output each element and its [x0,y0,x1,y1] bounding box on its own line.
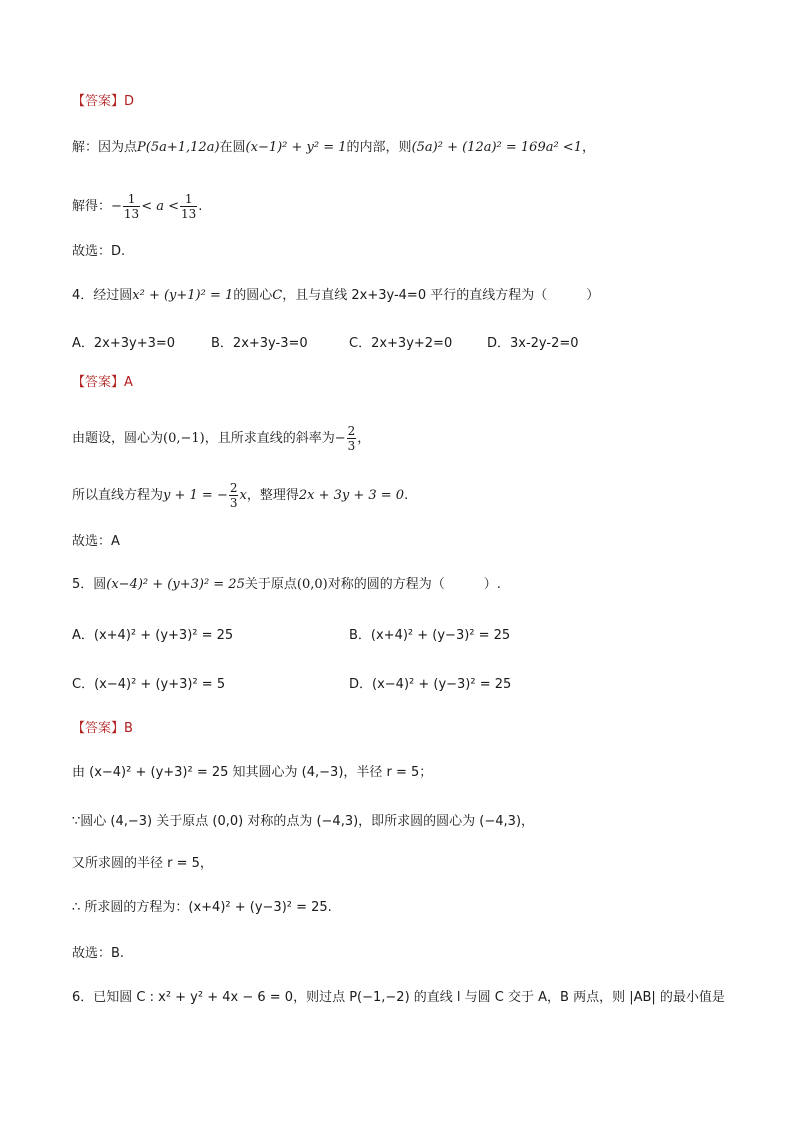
solution-text: 在圆 [219,140,246,155]
q3-answer-line [72,92,134,112]
answer-tag: 【答案】 [72,721,125,736]
q5-solution-1: 由 (x−4)² + (y+3)² = 25 知其圆心为 (4,−3)，半径 r = 5； [72,765,433,780]
stem-text: 关于原点 [244,577,297,592]
period: . [198,199,203,214]
fraction: $\frac{2}{3}$ [229,481,238,510]
math-var: C [272,288,283,303]
answer-tag: 【答案】 [72,94,125,109]
solution-text: 所以直线方程为 [72,488,164,503]
q5-solution-3: 又所求圆的半径 r = 5， [72,856,213,871]
choose-text: 故选：A [72,534,120,549]
fraction: $\frac{1}{13}$ [181,192,197,221]
solution-text: ，且所求直线的斜率为 [204,431,335,446]
answer-letter: D [124,94,135,109]
q5-answer-line [72,719,133,739]
math-circle: x² + (y+1)² = 1 [132,288,234,303]
math-point: P(5a+1,12a) [137,140,220,155]
option-a: A．2x+3y+3=0 [72,336,176,351]
question-number: 4．经过圆 [72,288,133,303]
q4-answer-line [72,373,133,393]
math-inequality: < a < [141,199,180,214]
choose-text: 故选：D. [72,244,126,259]
minus-sign: − [111,199,122,214]
option-b: B．2x+3y-3=0 [211,336,308,351]
option-d: D．3x-2y-2=0 [487,336,579,351]
math-equation: y + 1 = − [163,488,228,503]
solution-text: ， [581,140,595,155]
solution-text: 由题设，圆心为 [72,431,164,446]
answer-tag: 【答案】 [72,375,125,390]
math-circle: (x−1)² + y² = 1 [245,140,347,155]
q6-stem: 6．已知圆 C : x² + y² + 4x − 6 = 0，则过点 P(−1,−2) 的直线 l 与圆 C 交于 A，B 两点，则 |AB| 的最小值是 [72,990,725,1005]
stem-text: ，且与直线 2x+3y-4=0 平行的直线方程为（ ） [282,288,600,303]
option-c: C．(x−4)² + (y+3)² = 5 [72,677,226,692]
solution-text: ， [357,431,371,446]
minus-sign: − [334,431,346,446]
option-b: B．(x+4)² + (y−3)² = 25 [349,628,511,643]
answer-letter: A [124,375,133,390]
math-circle: (x−4)² + (y+3)² = 25 [106,577,245,592]
fraction: $\frac{1}{13}$ [123,192,140,221]
solve-label: 解得： [72,199,112,214]
q5-solution-2: ∵圆心 (4,−3) 关于原点 (0,0) 对称的点为 (−4,3)，即所求圆的圆心为 (−4,3)， [72,814,535,829]
math-equation: 2x + 3y + 3 = 0 [298,488,405,503]
solution-text: 解：因为点 [72,140,138,155]
math-var: x [239,488,247,503]
q4-stem [72,286,599,306]
solution-text: 的内部，则 [346,140,412,155]
q4-solution-2 [72,481,408,510]
period: . [404,488,409,503]
option-a: A．(x+4)² + (y+3)² = 25 [72,628,234,643]
q3-solve-line [72,192,202,221]
q5-choose: 故选：B. [72,946,125,961]
solution-text: ，整理得 [246,488,299,503]
stem-text: 对称的圆的方程为（ ）. [327,577,501,592]
math-inequality: (5a)² + (12a)² = 169a² <1 [411,140,582,155]
option-c: C．2x+3y+2=0 [349,336,453,351]
option-d: D．(x−4)² + (y−3)² = 25 [349,677,512,692]
q5-solution-4: ∴ 所求圆的方程为：(x+4)² + (y−3)² = 25. [72,900,332,915]
q3-solution-line [72,138,595,158]
question-number: 5．圆 [72,577,107,592]
math-point: (0,−1) [163,431,205,446]
q5-stem [72,575,501,595]
stem-text: 的圆心 [233,288,273,303]
q4-solution-1 [72,424,370,453]
fraction: $\frac{2}{3}$ [347,424,356,453]
q4-choose [72,532,120,552]
math-point: (0,0) [296,577,328,592]
answer-letter: B [124,721,133,736]
q3-choose [72,242,125,262]
